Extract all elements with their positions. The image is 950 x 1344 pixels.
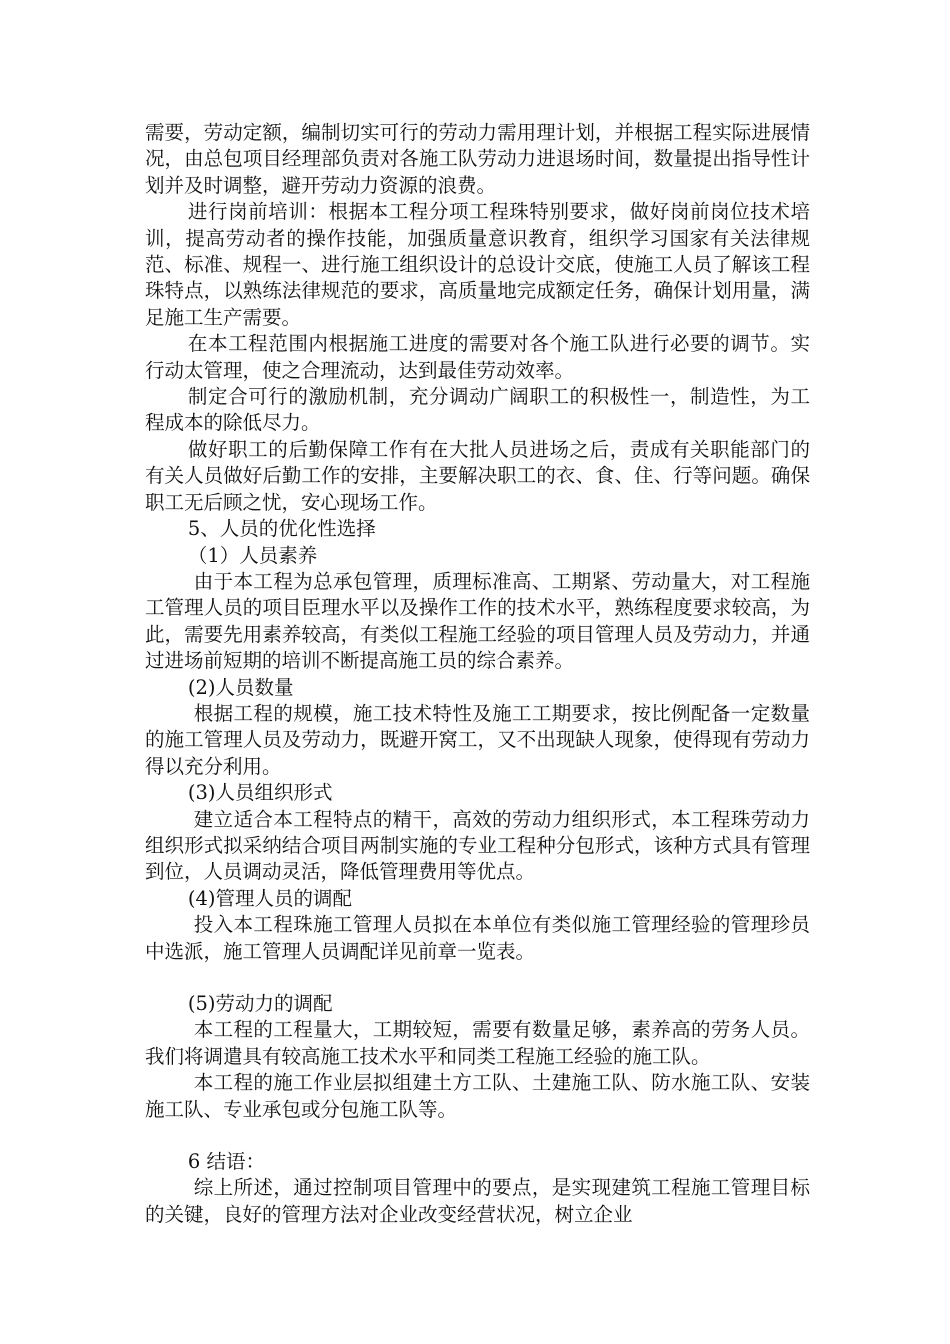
subheading-personnel-quality: （1）人员素养: [187, 543, 318, 567]
paragraph-work-teams: 本工程的施工作业层拟组建土方工队、土建施工队、防水施工队、安装施工队、专业承包或分包施工队等。: [145, 1071, 810, 1121]
subheading-labor-allocation: (5)劳动力的调配: [187, 992, 333, 1015]
section-heading-5: 5、人员的优化性选择: [187, 517, 376, 541]
blank-line: [145, 1123, 810, 1149]
section-heading-6: 6 结语：: [187, 1150, 265, 1174]
paragraph-dynamic-adjustment: 在本工程范围内根据施工进度的需要对各个施工队进行必要的调节。实行动太管理，使之合理流动，达到最佳劳动效率。: [145, 332, 810, 382]
subheading-organization-form: (3)人员组织形式: [187, 781, 333, 805]
paragraph-personnel-count: 根据工程的规模，施工技术特性及施工工期要求，按比例配备一定数量的施工管理人员及劳动力，既避开窝工，又不出现缺人现象，使得现有劳动力得以充分利用。: [145, 701, 810, 778]
paragraph-labor-allocation: 本工程的工程量大，工期较短，需要有数量足够，素养高的劳务人员。我们将调遣具有较高施工技术水平和同类工程施工经验的施工队。: [145, 1018, 810, 1068]
paragraph-management-allocation: 投入本工程珠施工管理人员拟在本单位有类似施工管理经验的管理珍员中选派，施工管理人员调配详见前章一览表。: [145, 913, 810, 963]
document-page: [145, 120, 810, 1228]
paragraph-organization-form: 建立适合本工程特点的精干，高效的劳动力组织形式，本工程珠劳动力组织形式拟采纳结合项目两制实施的专业工程种分包形式，该种方式具有管理到位，人员调动灵活，降低管理费用等优点。: [145, 807, 810, 884]
paragraph-logistics: 做好职工的后勤保障工作有在大批人员进场之后，责成有关职能部门的有关人员做好后勤工作的安排，主要解决职工的衣、食、住、行等问题。确保职工无后顾之忧，安心现场工作。: [145, 437, 810, 514]
paragraph-pre-job-training: 进行岗前培训：根据本工程分项工程珠特别要求，做好岗前岗位技术培训，提高劳动者的操作技能，加强质量意识教育，组织学习国家有关法律规范、标准、规程一、进行施工组织设计的总设计交底，使施工人员了解该工程珠特点，以熟练法律规范的要求，高质量地完成额定任务，确保计划用量，满足施工生产需要。: [145, 200, 810, 329]
subheading-personnel-count: (2)人员数量: [187, 675, 294, 699]
paragraph-personnel-quality: 由于本工程为总承包管理，质理标准高、工期紧、劳动量大，对工程施工管理人员的项目臣理水平以及操作工作的技术水平，熟练程度要求较高，为此，需要先用素养较高，有类似工程施工经验的项目管理人员及劳动力，并通过进场前短期的培训不断提高施工员的综合素养。: [145, 569, 810, 673]
paragraph-labor-plan: 需要，劳动定额，编制切实可行的劳动力需用理计划，并根据工程实际进展情况，由总包项目经理部负责对各施工队劳动力进退场时间，数量提出指导性计划并及时调整，避开劳动力资源的浪费。: [145, 121, 810, 197]
blank-line: [145, 965, 810, 991]
paragraph-conclusion: 综上所述，通过控制项目管理中的要点，是实现建筑工程施工管理目标的关键，良好的管理方法对企业改变经营状况，树立企业: [145, 1176, 810, 1226]
subheading-management-allocation: (4)管理人员的调配: [187, 886, 353, 910]
paragraph-incentive: 制定合可行的激励机制，充分调动广阔职工的积极性一，制造性，为工程成本的除低尽力。: [145, 385, 810, 435]
